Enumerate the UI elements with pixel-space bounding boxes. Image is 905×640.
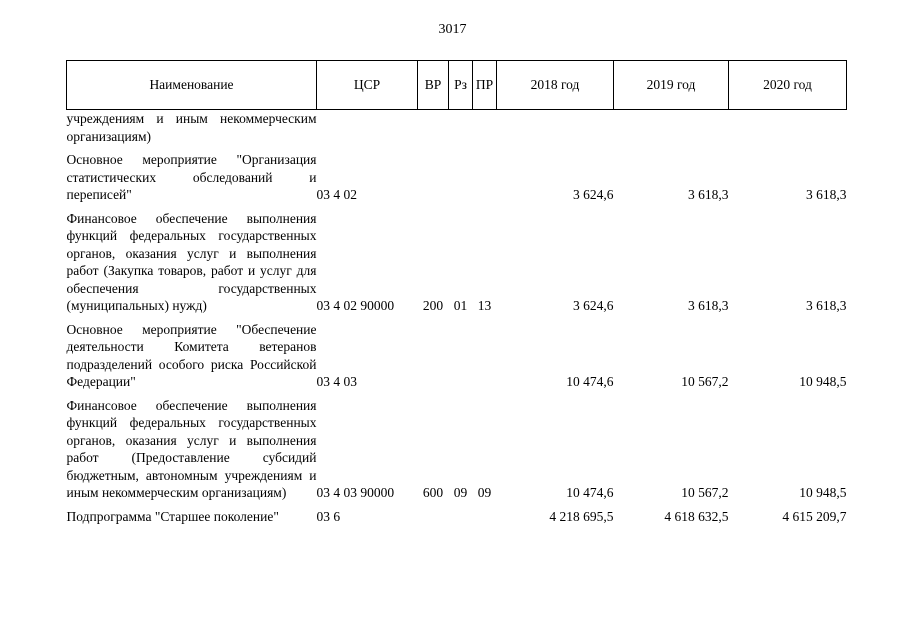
row-pr: 09 — [477, 485, 492, 500]
table-row — [67, 397, 847, 502]
row-name: Основное мероприятие "Организация статистических обследований и переписей" — [66, 152, 317, 202]
row-name: учреждениям и иным некоммерческим организациям) — [66, 111, 317, 144]
row-csr: 03 4 02 — [316, 187, 357, 202]
row-2020: 3 618,3 — [806, 298, 847, 313]
row-2018: 4 218 695,5 — [549, 508, 614, 524]
header-row — [67, 61, 847, 110]
row-2020 — [729, 110, 847, 146]
row-rz — [449, 508, 473, 526]
row-2018: 3 624,6 — [573, 187, 614, 202]
row-2019: 3 618,3 — [688, 298, 729, 313]
row-rz: 09 — [453, 485, 468, 500]
table-row — [67, 210, 847, 315]
row-name: Финансовое обеспечение выполнения функций федеральных государственных органов, оказания услуг и выполнения работ (Закупка товаров, работ и услуг для обеспечения государственных (муниципальных) нужд) — [66, 210, 317, 313]
row-2019: 10 567,2 — [681, 374, 729, 389]
table-row — [67, 151, 847, 204]
row-pr — [473, 321, 497, 391]
row-2020: 3 618,3 — [806, 187, 847, 202]
row-csr: 03 4 02 90000 — [316, 298, 395, 313]
row-rz — [449, 110, 473, 146]
row-vr: 200 — [422, 298, 444, 313]
header-rz: Рз — [449, 61, 473, 110]
budget-table — [66, 60, 847, 525]
row-pr — [473, 508, 497, 526]
row-rz — [449, 321, 473, 391]
row-rz — [449, 151, 473, 204]
row-vr — [418, 110, 449, 146]
row-vr: 600 — [422, 485, 444, 500]
row-csr — [317, 110, 418, 146]
row-vr — [418, 321, 449, 391]
row-pr — [473, 110, 497, 146]
row-csr: 03 4 03 — [316, 374, 357, 389]
table-row — [67, 321, 847, 391]
row-vr — [418, 508, 449, 526]
row-2019: 3 618,3 — [688, 187, 729, 202]
row-2020: 4 615 209,7 — [782, 508, 847, 524]
row-csr: 03 6 — [316, 508, 341, 524]
row-vr — [418, 151, 449, 204]
header-2020: 2020 год — [729, 61, 847, 110]
row-rz: 01 — [453, 298, 468, 313]
header-csr: ЦСР — [317, 61, 418, 110]
table-row — [67, 508, 847, 526]
row-csr: 03 4 03 90000 — [316, 485, 395, 500]
row-name: Основное мероприятие "Обеспечение деятельности Комитета ветеранов подразделений особого риска Российской Федерации" — [66, 321, 317, 389]
row-2018: 10 474,6 — [566, 374, 614, 389]
page-number: 3017 — [438, 22, 467, 37]
header-2018: 2018 год — [497, 61, 614, 110]
row-2019: 4 618 632,5 — [664, 508, 729, 524]
row-2018: 3 624,6 — [573, 298, 614, 313]
row-2018: 10 474,6 — [566, 485, 614, 500]
row-2019: 10 567,2 — [681, 485, 729, 500]
row-2019 — [614, 110, 729, 146]
table-row — [67, 110, 847, 146]
row-2018 — [497, 110, 614, 146]
header-vr: ВР — [418, 61, 449, 110]
header-name: Наименование — [67, 61, 317, 110]
row-pr — [473, 151, 497, 204]
row-2020: 10 948,5 — [799, 485, 847, 500]
row-name: Финансовое обеспечение выполнения функций федеральных государственных органов, оказания услуг и выполнения работ (Предоставление субсидий бюджетным, автономным учреждениям и иным некоммерческим организациям) — [66, 397, 317, 500]
row-2020: 10 948,5 — [799, 374, 847, 389]
row-name: Подпрограмма "Старшее поколение" — [66, 508, 279, 524]
row-pr: 13 — [477, 298, 492, 313]
header-pr: ПР — [473, 61, 497, 110]
header-2019: 2019 год — [614, 61, 729, 110]
